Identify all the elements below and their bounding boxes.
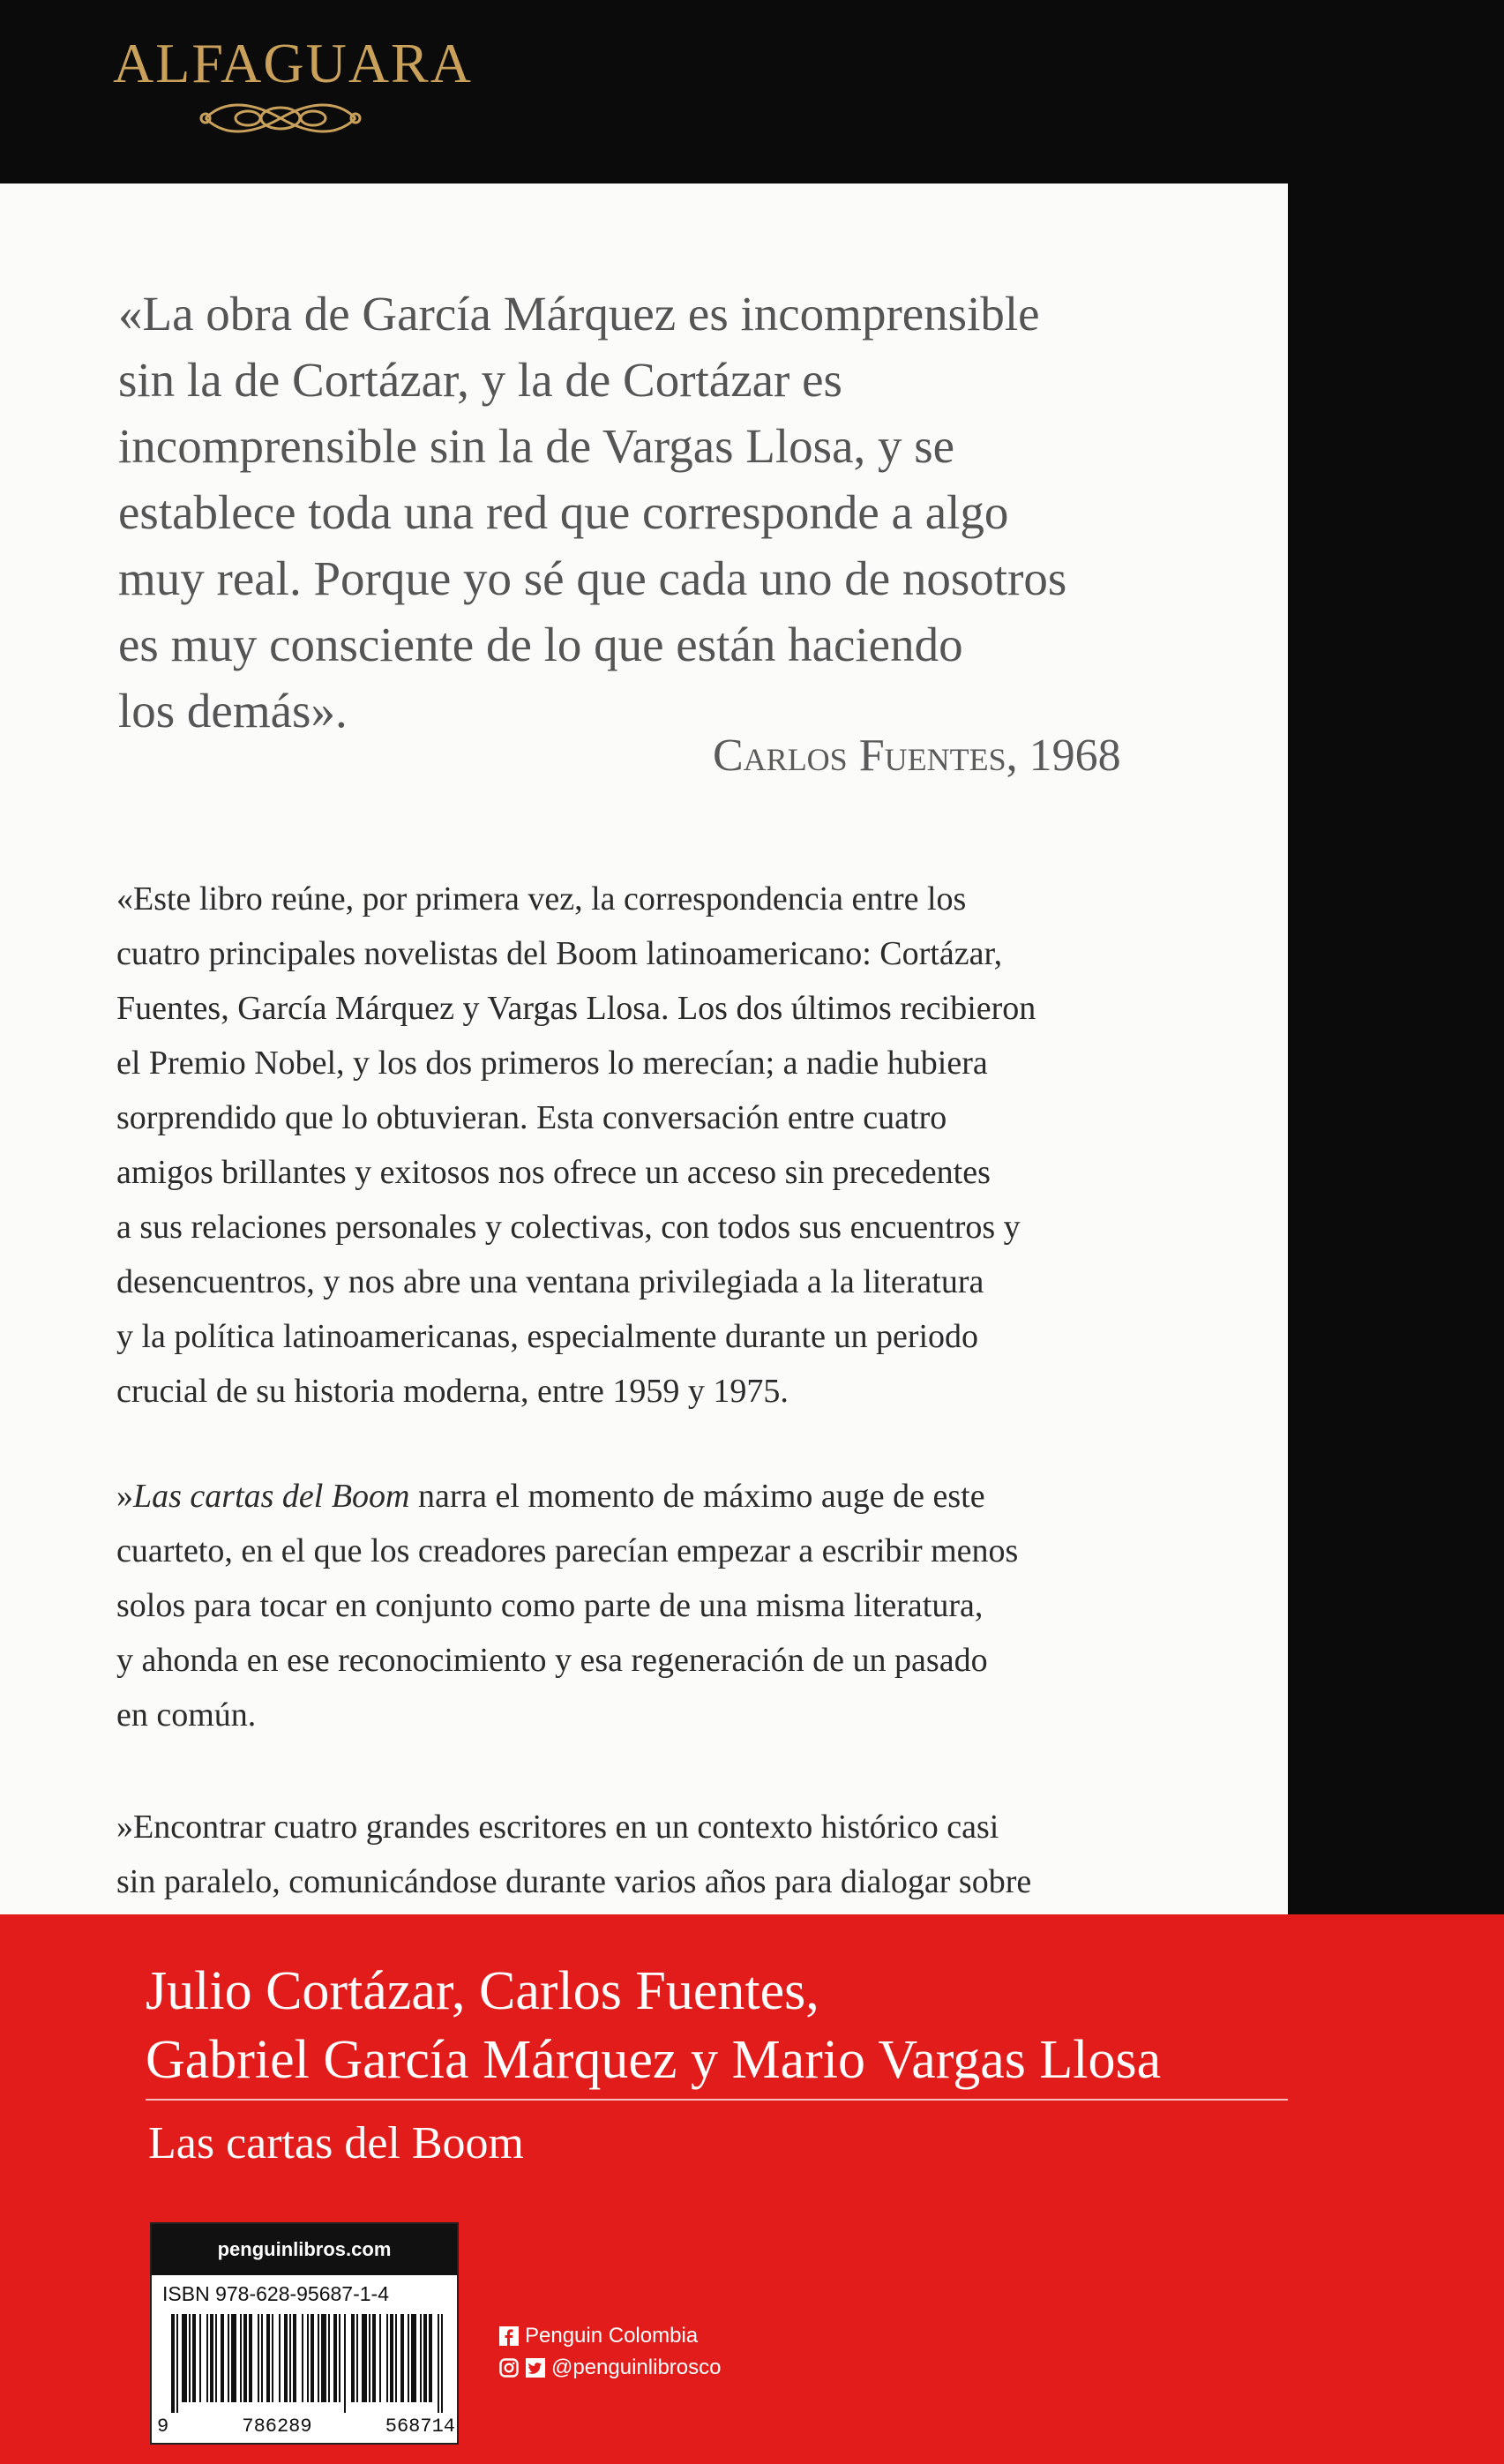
author-line: Julio Cortázar, Carlos Fuentes, [146, 1961, 819, 2021]
author-line: Gabriel García Márquez y Mario Vargas Llosa [146, 2030, 1162, 2090]
barcode-bar [344, 2314, 346, 2413]
barcode-bar [199, 2314, 201, 2402]
barcode-bar [284, 2314, 288, 2402]
barcode-bar [390, 2314, 393, 2402]
quote-attribution: Carlos Fuentes, 1968 [713, 730, 1121, 781]
barcode-digits [157, 2415, 455, 2438]
body-line: y ahonda en ese reconocimiento y esa regeneración de un pasado [116, 1642, 988, 1679]
body-line: desencuentros, y nos abre una ventana privilegiada a la literatura [116, 1263, 984, 1300]
synopsis-paragraph-2 [116, 1469, 1210, 1742]
barcode-bar [192, 2314, 196, 2402]
barcode-bar [293, 2314, 296, 2402]
barcode-bar [221, 2314, 224, 2402]
quote-line: «La obra de García Márquez es incomprensible [118, 287, 1040, 341]
quote-line: muy real. Porque yo sé que cada uno de nosotros [118, 551, 1067, 605]
body-line: sorprendido que lo obtuvieran. Esta conversación entre cuatro [116, 1099, 947, 1136]
barcode-bar [356, 2314, 358, 2402]
barcode-bar [176, 2314, 178, 2413]
social-handle-row[interactable] [498, 2352, 721, 2384]
barcode-digit-group: 568714 [385, 2415, 455, 2438]
barcode-bar [318, 2314, 319, 2402]
body-line: crucial de su historia moderna, entre 1959 y 1975. [116, 1373, 789, 1410]
ornament-icon [197, 97, 364, 139]
publisher-name: ALFAGUARA [113, 32, 473, 94]
social-links [498, 2320, 721, 2384]
barcode-bar [272, 2314, 273, 2402]
publisher-logo [113, 32, 473, 139]
quote-line: los demás». [118, 684, 348, 738]
barcode-bar [369, 2314, 370, 2402]
barcode-bar [279, 2314, 281, 2402]
barcode-icon [161, 2314, 452, 2413]
barcode-bar [171, 2314, 175, 2413]
barcode-bar [379, 2314, 381, 2402]
barcode-bar [289, 2314, 291, 2402]
barcode-bar [333, 2314, 337, 2402]
quote-line: sin la de Cortázar, y la de Cortázar es [118, 353, 842, 407]
barcode-bar [339, 2314, 340, 2402]
body-line: amigos brillantes y exitosos nos ofrece un acceso sin precedentes [116, 1154, 991, 1191]
isbn-number: ISBN 978-628-95687-1-4 [162, 2282, 389, 2305]
barcode-bar [351, 2314, 355, 2402]
book-title: Las cartas del Boom [148, 2118, 524, 2168]
barcode-bar [321, 2314, 326, 2402]
facebook-page: Penguin Colombia [525, 2324, 699, 2348]
barcode-bar [438, 2314, 439, 2413]
social-handle: @penguinlibrosco [551, 2355, 722, 2379]
barcode-bar [362, 2314, 367, 2402]
barcode-bar [249, 2314, 252, 2402]
quote-line: incomprensible sin la de Vargas Llosa, y se [118, 419, 955, 473]
body-line: sin paralelo, comunicándose durante varios años para dialogar sobre [116, 1863, 1032, 1900]
barcode-box [150, 2222, 459, 2445]
synopsis-paragraph-1 [116, 872, 1210, 1419]
body-line: Fuentes, García Márquez y Vargas Llosa. Los dos últimos recibieron [116, 990, 1036, 1027]
epigraph-quote [118, 281, 1230, 781]
barcode-digit-group: 9 [157, 2415, 169, 2438]
barcode-bar [420, 2314, 422, 2402]
body-line: cuatro principales novelistas del Boom latinoamericano: Cortázar, [116, 935, 1003, 972]
barcode-bar [210, 2314, 213, 2402]
body-line: el Premio Nobel, y los dos primeros lo merecían; a nadie hubiera [116, 1045, 988, 1082]
barcode-bar [228, 2314, 229, 2402]
barcode-bar [328, 2314, 330, 2402]
barcode-bar [189, 2314, 191, 2402]
barcode-bar [423, 2314, 427, 2402]
barcode-bar [206, 2314, 208, 2402]
barcode-bar [258, 2314, 259, 2402]
divider [146, 2099, 1288, 2101]
social-facebook[interactable] [498, 2320, 721, 2352]
body-line: «Este libro reúne, por primera vez, la correspondencia entre los [116, 880, 967, 917]
barcode-bar [400, 2314, 404, 2402]
barcode-bar [311, 2314, 314, 2402]
barcode-bar [215, 2314, 217, 2402]
barcode-bar [372, 2314, 376, 2402]
barcode-bar [395, 2314, 397, 2402]
publisher-website: penguinlibros.com [152, 2224, 457, 2275]
barcode-digit-group: 786289 [242, 2415, 312, 2438]
author-names [146, 1957, 1161, 2094]
barcode-bar [231, 2314, 236, 2402]
barcode-bar [386, 2314, 388, 2402]
synopsis-paragraph-3 [116, 1800, 1210, 1909]
body-line: en común. [116, 1696, 257, 1734]
barcode-bar [441, 2314, 443, 2413]
barcode-bar [429, 2314, 432, 2402]
barcode-bar [302, 2314, 303, 2402]
barcode-bar [266, 2314, 270, 2402]
barcode-bar [240, 2314, 242, 2402]
body-line: a sus relaciones personales y colectivas, con todos sus encuentros y [116, 1209, 1021, 1246]
body-line: y la política latinoamericanas, especialmente durante un periodo [116, 1318, 979, 1355]
twitter-icon [525, 2357, 546, 2378]
barcode-bar [411, 2314, 416, 2402]
barcode-bar [261, 2314, 263, 2402]
facebook-icon [498, 2325, 520, 2347]
quote-line: es muy consciente de lo que están haciendo [118, 618, 963, 671]
barcode-bar [307, 2314, 309, 2402]
body-line: »Encontrar cuatro grandes escritores en un contexto histórico casi [116, 1809, 999, 1846]
quote-line: establece toda una red que corresponde a algo [118, 485, 1009, 539]
body-line [116, 1469, 1210, 1524]
barcode-bar [243, 2314, 247, 2402]
instagram-icon [498, 2357, 520, 2378]
book-title-italic: Las cartas del Boom [133, 1478, 410, 1515]
quote-mark: » [116, 1478, 133, 1515]
barcode-bar [408, 2314, 409, 2402]
body-text: narra el momento de máximo auge de este [409, 1478, 985, 1515]
body-line: cuarteto, en el que los creadores parecían empezar a escribir menos [116, 1532, 1019, 1569]
barcode-bar [182, 2314, 187, 2402]
body-line: solos para tocar en conjunto como parte de una misma literatura, [116, 1587, 984, 1624]
